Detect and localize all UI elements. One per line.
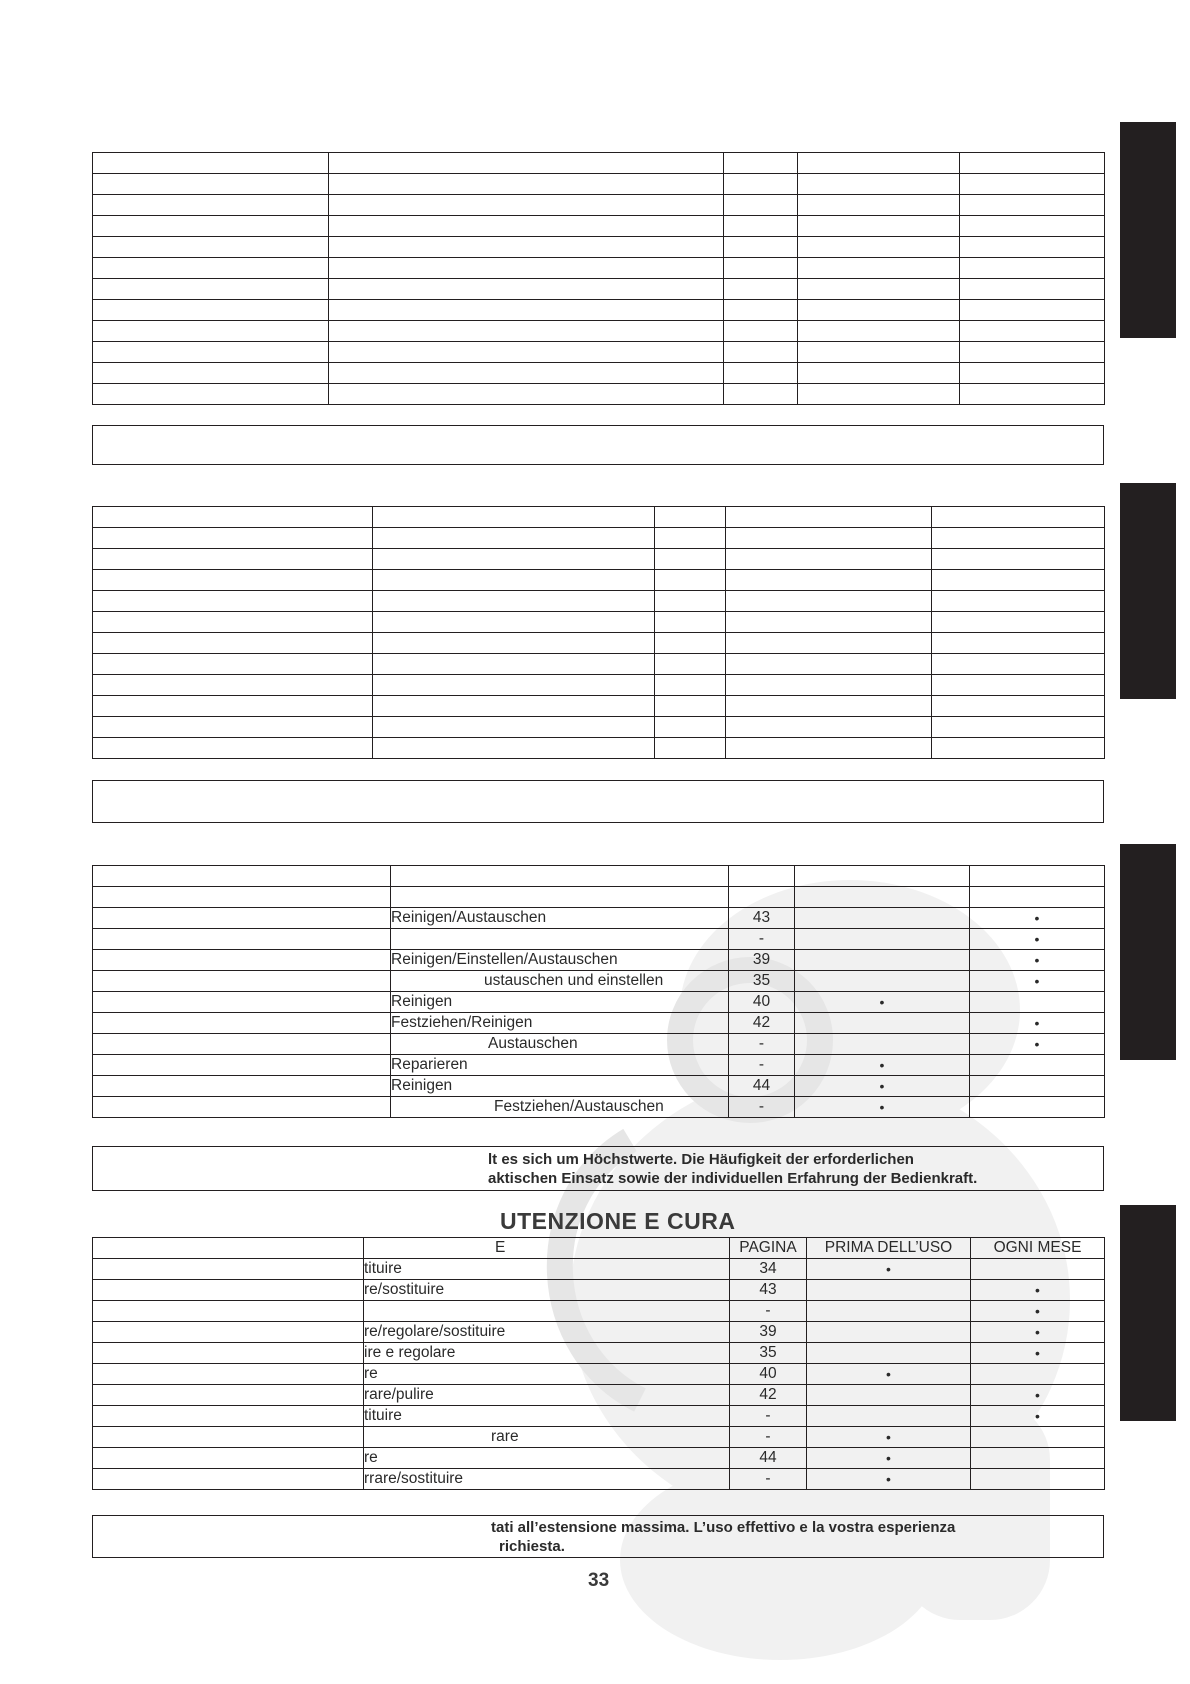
table-row: tituire - • [93,1406,1105,1427]
italian-note-line-2: richiesta. [499,1538,565,1555]
table-row [93,237,1105,258]
table-row: Reinigen 40 • [93,992,1105,1013]
italian-note-line-1: tati all’estensione massima. L’uso effettivo e la vostra esperienza [491,1519,956,1536]
table-row [93,633,1105,654]
table-row: Reinigen/Einstellen/Austauschen 39 • [93,950,1105,971]
table-row: rare/pulire 42 • [93,1385,1105,1406]
empty-table-1 [92,152,1105,405]
table-row [93,570,1105,591]
table-row: Festziehen/Austauschen - • [93,1097,1105,1118]
table-row [93,384,1105,405]
table-row [93,591,1105,612]
table-row: Reparieren - • [93,1055,1105,1076]
language-tab-4 [1120,1205,1176,1421]
table-row: ustauschen und einstellen 35 • [93,971,1105,992]
italian-maintenance-table [92,1237,1105,1490]
table-header-row [93,1238,1105,1259]
language-tab-1 [1120,122,1176,338]
table-row: ire e regolare 35 • [93,1343,1105,1364]
header-before-use: PRIMA DELL’USO [807,1238,971,1259]
table-row [93,717,1105,738]
german-note-line-2: aktischen Einsatz sowie der individuellen Erfahrung der Bedienkraft. [488,1170,978,1187]
header-monthly: OGNI MESE [971,1238,1105,1259]
table-row: rrare/sostituire - • [93,1469,1105,1490]
table-row [93,612,1105,633]
table-row: Reinigen/Austauschen 43 • [93,908,1105,929]
table-row [93,528,1105,549]
header-page: PAGINA [730,1238,807,1259]
table-row: Reinigen 44 • [93,1076,1105,1097]
table-row [93,153,1105,174]
header-action: E [364,1238,730,1259]
table-row [93,321,1105,342]
table-row [93,174,1105,195]
table-row [93,195,1105,216]
italian-note-box [92,1515,1104,1558]
table-row [93,675,1105,696]
table-row: - • [93,929,1105,950]
german-maintenance-table [92,865,1105,1118]
table-row [93,216,1105,237]
language-tab-3 [1120,844,1176,1060]
table-row [93,342,1105,363]
table-row: re/regolare/sostituire 39 • [93,1322,1105,1343]
table-row: tituire 34 • [93,1259,1105,1280]
note-box-1 [92,425,1104,465]
note-box-2 [92,780,1104,823]
table-row: - • [93,1301,1105,1322]
table-row [93,279,1105,300]
table-row [93,696,1105,717]
empty-table-2 [92,506,1105,759]
language-tab-2 [1120,483,1176,699]
table-header-row [93,866,1105,887]
page-number: 33 [588,1570,610,1591]
table-row: Austauschen - • [93,1034,1105,1055]
table-row [93,738,1105,759]
table-row [93,258,1105,279]
table-row [93,300,1105,321]
table-row [93,654,1105,675]
table-row: re 40 • [93,1364,1105,1385]
table-row: re 44 • [93,1448,1105,1469]
table-row [93,363,1105,384]
italian-section-heading: UTENZIONE E CURA [500,1208,736,1234]
table-row [93,549,1105,570]
table-row: Festziehen/Reinigen 42 • [93,1013,1105,1034]
table-row: rare - • [93,1427,1105,1448]
table-row: re/sostituire 43 • [93,1280,1105,1301]
table-row [93,507,1105,528]
german-note-box [92,1146,1104,1191]
german-note-line-1: lt es sich um Höchstwerte. Die Häufigkeit der erforderlichen [488,1151,914,1168]
table-row [93,887,1105,908]
